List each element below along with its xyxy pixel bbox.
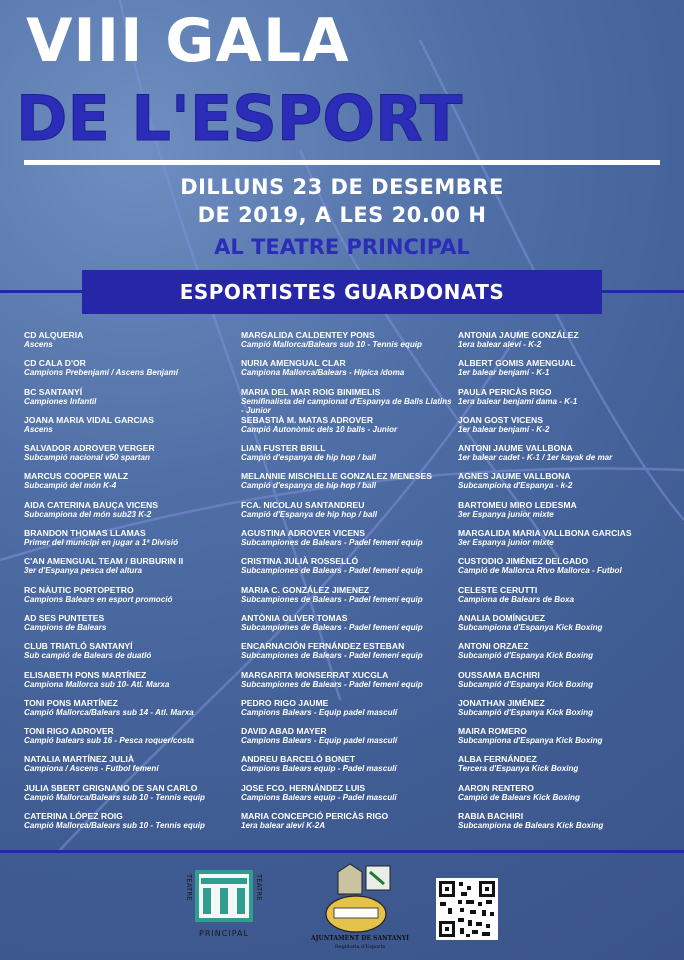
awardee-name: ENCARNACIÓN FERNÁNDEZ ESTEBAN — [241, 641, 405, 652]
awardee-award: Campió Mallorca/Balears sub 14 - Atl. Marxa — [24, 707, 194, 717]
awardee-entry — [241, 471, 456, 499]
awardee-name: ALBERT GOMIS AMENGUAL — [458, 358, 576, 369]
awardee-award: Campió d'Espanya de hip hop / ball — [241, 509, 377, 519]
awardee-award: Campiona / Ascens - Futbol femení — [24, 764, 159, 774]
awardee-award: Subcampiones de Balears - Padel femení equip — [241, 594, 423, 604]
awardee-award: Ascens — [24, 340, 53, 349]
awardee-entry — [24, 330, 239, 358]
awardee-award: Campions Balears en esport promoció — [24, 594, 173, 604]
awardee-award: Campions Balears equip - Padel masculí — [241, 764, 397, 774]
awardee-award: 3er d'Espanya pesca del altura — [24, 566, 142, 576]
awardee-entry — [24, 585, 239, 613]
awardee-entry — [241, 613, 456, 641]
awardee-name: ANDREU BARCELÓ BONET — [241, 754, 356, 765]
awardee-name: MARIA CONCEPCIÓ PERICÀS RIGO — [241, 811, 389, 822]
awardee-entry — [241, 387, 456, 415]
awardee-name: CD CALA D'OR — [24, 358, 86, 369]
awardee-name: PEDRO RIGO JAUME — [241, 697, 329, 708]
awardee-award: 3er Espanya junior mixte — [458, 509, 554, 519]
awardee-name: CLUB TRIATLÓ SANTANYÍ — [24, 641, 133, 652]
awardee-entry — [241, 358, 456, 386]
awardee-entry — [241, 330, 456, 358]
teatre-principal-logo — [183, 864, 265, 942]
footer-divider — [0, 850, 684, 853]
awardee-award: Campiones Infantil — [24, 396, 97, 406]
awardee-entry — [241, 500, 456, 528]
awardee-award: 1era balear aleví K-2A — [241, 821, 326, 831]
awardee-entry — [241, 783, 456, 811]
awardee-award: 1era balear benjamí dama - K-1 — [458, 396, 578, 406]
title-divider — [24, 160, 660, 165]
awardee-name: BRANDON THOMAS LLAMAS — [24, 528, 146, 539]
awardee-name: RABIA BACHIRI — [458, 811, 524, 822]
awardee-name: RC NÀUTIC PORTOPETRO — [24, 584, 134, 595]
awardee-award: 1er balear benjamí - K-2 — [458, 424, 550, 434]
awardee-award: Primer del municipi en jugar a 1ª Divisió — [24, 538, 179, 548]
awardee-name: ANTONIA JAUME GONZÁLEZ — [458, 330, 579, 340]
awardee-award: Subcampiona d'Espanya Kick Boxing — [458, 622, 603, 632]
awardee-award: Ascens — [24, 424, 53, 434]
awardee-name: AGUSTINA ADROVER VICENS — [241, 528, 365, 539]
awardee-entry — [458, 528, 673, 556]
awardee-entry — [241, 443, 456, 471]
awardee-entry — [241, 415, 456, 443]
awardee-name: JOAN GOST VICENS — [458, 414, 543, 425]
awardee-entry — [24, 556, 239, 584]
awardee-entry — [24, 443, 239, 471]
awardees-column-3 — [458, 330, 673, 839]
awardee-name: MARIA DEL MAR ROIG BINIMELIS — [241, 386, 381, 397]
awardee-name: CATERINA LÓPEZ ROIG — [24, 811, 123, 822]
awardee-award: Subcampió d'Espanya Kick Boxing — [458, 707, 594, 717]
awardee-name: JONATHAN JIMÉNEZ — [458, 697, 545, 708]
awardee-name: MELANNIE MISCHELLE GONZALEZ MENESES — [241, 471, 432, 482]
awardee-name: CUSTODIO JIMÉNEZ DELGADO — [458, 556, 589, 567]
awardee-award: Subcampiona del món sub23 K-2 — [24, 509, 152, 519]
awardee-award: Subcampiona de Balears Kick Boxing — [458, 821, 604, 831]
awardee-award: 1era balear aleví - K-2 — [458, 340, 542, 349]
awardee-award: Campions Balears equip - Padel masculí — [241, 792, 397, 802]
awardee-entry — [241, 641, 456, 669]
awardee-award: Campions Balears - Equip padel masculí — [241, 736, 398, 746]
awardee-award: 3er Espanya junior mixte — [458, 538, 554, 548]
awardee-entry — [241, 726, 456, 754]
awardee-award: Campió Mallorca/Balears sub 10 - Tennis equip — [24, 792, 205, 802]
awardee-name: BARTOMEU MIRO LEDESMA — [458, 499, 577, 510]
awardee-entry — [24, 415, 239, 443]
awardee-name: AGNES JAUME VALLBONA — [458, 471, 571, 482]
awardee-name: PAULA PERICÀS RIGO — [458, 386, 552, 397]
awardee-name: AARON RENTERO — [458, 782, 534, 793]
date-line-1: DILLUNS 23 DE DESEMBRE — [180, 175, 504, 199]
awardee-award: Campiona Mallorca/Balears - Hípica /doma — [241, 368, 405, 378]
awardee-award: Campió Mallorca/Balears sub 10 - Tennis equip — [24, 821, 205, 831]
awardee-name: ALBA FERNÁNDEZ — [458, 754, 537, 765]
awardee-award: Subcampiones de Balears - Padel femení equip — [241, 566, 423, 576]
awardee-name: BC SANTANYÍ — [24, 386, 83, 397]
awardee-award: Subcampió d'Espanya Kick Boxing — [458, 679, 594, 689]
awardee-entry — [241, 754, 456, 782]
awardee-entry — [24, 358, 239, 386]
awardee-entry — [24, 783, 239, 811]
awardee-entry — [24, 641, 239, 669]
awardee-name: ANALIA DOMÍNGUEZ — [458, 612, 546, 623]
awardee-entry — [24, 726, 239, 754]
awardee-name: DAVID ABAD MAYER — [241, 726, 327, 737]
ajuntament-name: AJUNTAMENT DE SANTANYÍ — [311, 935, 409, 942]
awardee-name: SEBASTIÀ M. MATAS ADROVER — [241, 414, 374, 425]
awardee-entry — [241, 528, 456, 556]
awardee-name: JOANA MARIA VIDAL GARCIAS — [24, 414, 155, 425]
awardee-entry — [458, 556, 673, 584]
awardee-name: TONI RIGO ADROVER — [24, 726, 114, 737]
awardee-name: FCA. NICOLAU SANTANDREU — [241, 499, 365, 510]
teatre-word-left: TEATRE — [185, 874, 193, 901]
awardee-name: SALVADOR ADROVER VERGER — [24, 443, 155, 454]
section-banner: ESPORTISTES GUARDONATS — [82, 270, 602, 314]
awardee-award: 1er balear cadet - K-1 / 1er kayak de mar — [458, 453, 613, 463]
awardee-award: Campió Mallorca/Balears sub 10 - Tennis equip — [241, 340, 422, 349]
awardee-entry — [458, 415, 673, 443]
awardee-entry — [458, 811, 673, 839]
awardee-entry — [241, 556, 456, 584]
awardee-award: Subcampiones de Balears - Padel femení equip — [241, 651, 423, 661]
awardee-name: NURIA AMENGUAL CLAR — [241, 358, 346, 369]
awardee-award: Campions Balears - Equip padel masculí — [241, 707, 398, 717]
awardee-award: Subcampiones de Balears - Padel femení equip — [241, 679, 423, 689]
awardee-entry — [24, 387, 239, 415]
awardee-award: Campió balears sub 16 - Pesca roquer/costa — [24, 736, 195, 746]
awardee-name: MARGALIDA CALDENTEY PONS — [241, 330, 375, 340]
awardee-award: Subcampiones de Balears - Padel femení equip — [241, 622, 423, 632]
awardee-name: C'AN AMENGUAL TEAM / BURBURIN II — [24, 556, 184, 567]
awardee-entry — [458, 783, 673, 811]
awardee-entry — [24, 698, 239, 726]
awardees-column-2 — [241, 330, 456, 839]
awardee-entry — [458, 330, 673, 358]
awardee-award: Campions de Balears — [24, 622, 107, 632]
ajuntament-santanyi-logo — [311, 860, 409, 952]
awardee-entry — [241, 698, 456, 726]
awardee-name: TONI PONS MARTÍNEZ — [24, 697, 118, 708]
awardee-entry — [24, 670, 239, 698]
awardee-award: Campió de Mallorca Rtvo Mallorca - Futbol — [458, 566, 622, 576]
qr-code — [436, 878, 498, 940]
awardee-entry — [458, 754, 673, 782]
regidoria-name: Regidoria d'Esports — [334, 944, 386, 950]
awardee-entry — [458, 585, 673, 613]
awardee-name: CRISTINA JULIÀ ROSSELLÓ — [241, 556, 359, 567]
awardee-award: Subcampió d'Espanya Kick Boxing — [458, 651, 594, 661]
awardee-award: Campió de Balears Kick Boxing — [458, 792, 580, 802]
awardee-name: ELISABETH PONS MARTÍNEZ — [24, 669, 147, 680]
awardee-entry — [458, 387, 673, 415]
awardee-award: Campió d'espanya de hip hop / ball — [241, 453, 377, 463]
awardee-name: JULIA SBERT GRIGNANO DE SAN CARLO — [24, 782, 198, 793]
awardee-name: LIAN FUSTER BRILL — [241, 443, 326, 454]
awardee-entry — [458, 358, 673, 386]
awardee-award: Campió d'espanya de hip hop / ball — [241, 481, 377, 491]
title-line-1: VIII GALA — [26, 6, 350, 76]
awardee-entry — [241, 811, 456, 839]
awardee-name: JOSE FCO. HERNÁNDEZ LUIS — [241, 782, 366, 793]
awardee-entry — [458, 500, 673, 528]
teatre-word-right: TEATRE — [255, 874, 263, 901]
awardee-award: Campiona de Balears de Boxa — [458, 594, 575, 604]
awardee-name: ANTÒNIA OLIVER TOMAS — [241, 612, 348, 623]
awardee-entry — [24, 811, 239, 839]
awardee-award: Sub campió de Balears de duatló — [24, 651, 152, 661]
awardee-name: MARCUS COOPER WALZ — [24, 471, 129, 482]
awardee-entry — [458, 471, 673, 499]
awardee-entry — [458, 670, 673, 698]
awardee-award: Subcampió del món K-4 — [24, 481, 117, 491]
awardee-name: AIDA CATERINA BAUÇA VICENS — [24, 499, 158, 510]
awardee-name: MARIA C. GONZÁLEZ JIMENEZ — [241, 584, 370, 595]
awardee-entry — [458, 726, 673, 754]
title-line-2: DE L'ESPORT — [16, 82, 463, 155]
awardee-name: OUSSAMA BACHIRI — [458, 669, 540, 680]
awardee-award: 1er balear benjamí - K-1 — [458, 368, 550, 378]
awardee-entry — [458, 698, 673, 726]
awardee-name: MARGARITA MONSERRAT XUCGLA — [241, 669, 389, 680]
awardee-name: NATALIA MARTÍNEZ JULIÀ — [24, 754, 135, 765]
awardee-award: Campió Autonòmic dels 10 balls - Junior — [241, 424, 398, 434]
teatre-principal-word: PRINCIPAL — [199, 929, 249, 938]
awardee-award: Subcampiona d'Espanya - k-2 — [458, 481, 573, 491]
awardee-award: Semifinalista del campionat d'Espanya de Balls Llatins - Junior — [241, 396, 452, 416]
awardee-entry — [24, 754, 239, 782]
awardee-entry — [458, 613, 673, 641]
awardee-name: ANTONI ORZAEZ — [458, 641, 529, 652]
awardee-entry — [241, 585, 456, 613]
awardee-name: AD SES PUNTETES — [24, 612, 105, 623]
awardee-award: Campiona Mallorca sub 10- Atl. Marxa — [24, 679, 170, 689]
awardee-entry — [24, 613, 239, 641]
awardee-entry — [24, 500, 239, 528]
awardee-entry — [24, 528, 239, 556]
awardee-name: ANTONI JAUME VALLBONA — [458, 443, 573, 454]
awardee-entry — [24, 471, 239, 499]
awardee-entry — [458, 443, 673, 471]
venue: AL TEATRE PRINCIPAL — [214, 235, 470, 259]
awardee-award: Tercera d'Espanya Kick Boxing — [458, 764, 579, 774]
awardee-entry — [458, 641, 673, 669]
awardee-name: CD ALQUERIA — [24, 330, 84, 340]
awardee-entry — [241, 670, 456, 698]
awardees-column-1 — [24, 330, 239, 839]
awardee-name: MARGALIDA MARIA VALLBONA GARCIAS — [458, 528, 632, 539]
awardee-award: Subcampió nacional v50 spartan — [24, 453, 150, 463]
awardee-name: CELESTE CERUTTI — [458, 584, 538, 595]
awardee-award: Subcampiona d'Espanya Kick Boxing — [458, 736, 603, 746]
awardee-award: Campions Prebenjamí / Ascens Benjamí — [24, 368, 178, 378]
awardee-award: Subcampiones de Balears - Padel femení equip — [241, 538, 423, 548]
date-line-2: DE 2019, A LES 20.00 H — [197, 203, 487, 227]
awardee-name: MAIRA ROMERO — [458, 726, 527, 737]
